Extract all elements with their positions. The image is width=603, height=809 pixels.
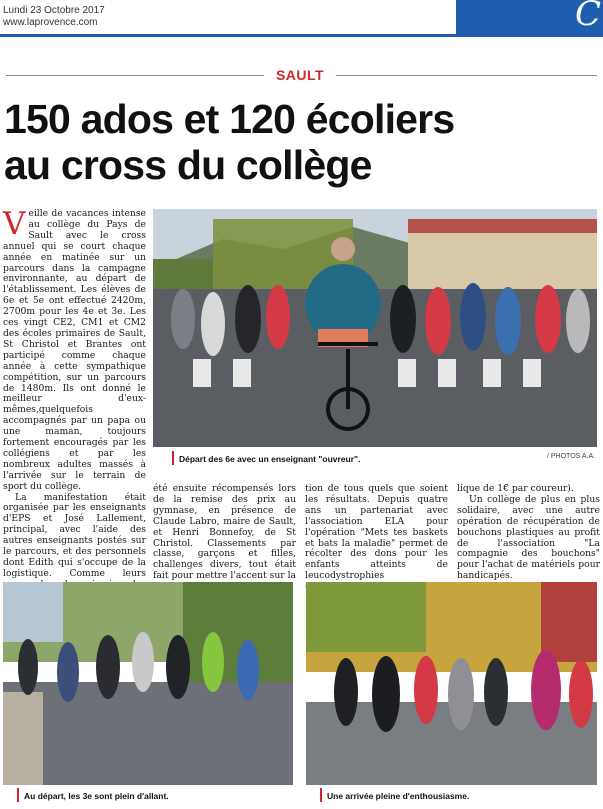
article-column-4 <box>457 484 600 582</box>
headline-line-2: au cross du collège <box>4 142 372 188</box>
article-lead-column <box>3 206 146 623</box>
newspaper-logo <box>456 0 603 37</box>
bottom-left-caption <box>17 788 169 802</box>
bottom-right-caption <box>320 788 469 802</box>
lead-text: eille de vacances intense au collège du Pays de Sault avec le cross annuel qui se court chaque année en matinée sur un parcours dans la campagne environnante, au départ de l'établissement. Les élèves de 6e et 5e ont effectué 2420m, 2700m pour les 4e et 3e. Les ces vingt CE2, CM1 et CM2 des écoles primaires de Sault, St Christol et Brantes ont participé comme chaque année à cette sympathique compétition, sur un parcours de 1480m. Ils ont donné le meilleur d'eux-mêmes,quelquefois accompagnés par un papa ou une maman, toujours fortement encouragés par les collégiens et par les nombreux adultes massés à l'arrivée sur le terrain de sport du collège. <box>3 208 146 492</box>
photo-credit: / PHOTOS A.A. <box>547 453 596 460</box>
lead-paragraph <box>3 206 146 493</box>
headline-line-1: 150 ados et 120 écoliers <box>4 96 455 142</box>
bottom-right-photo-image <box>306 582 597 785</box>
masthead <box>0 0 603 40</box>
column-3-text: tion de tous quels que soient les résultats. Depuis quatre ans un partenariat avec l'association ELA pour l'opération "Mets tes baskets et bats la maladie" permet de récolter des dons pour les enfants atteints de leucodystrophies <box>305 483 448 582</box>
main-photo-caption <box>172 451 360 465</box>
logo-letter: C <box>574 0 601 34</box>
rubric-rule-left <box>6 75 264 76</box>
main-caption-text: Départ des 6e avec un enseignant "ouvreur". <box>179 454 361 464</box>
column-4-text-a: lique de 1€ par coureur). <box>457 483 574 494</box>
caption-marker <box>17 788 19 802</box>
drop-cap: V <box>3 206 26 242</box>
article-headline <box>4 96 599 188</box>
section-label: SAULT <box>275 67 325 83</box>
caption-marker <box>172 451 174 465</box>
article-column-2 <box>153 484 296 593</box>
column-4-text-b: Un collège de plus en plus solidaire, avec une autre opération de récupération de bouchons plastiques au profit de l'association "La compagnie des bouchons" pour l'achat de matériels pour handicapés. <box>457 493 600 582</box>
caption-marker <box>320 788 322 802</box>
section-rubric <box>6 67 597 83</box>
main-photo-image <box>153 209 597 447</box>
rubric-rule-right <box>336 75 597 76</box>
bottom-left-photo <box>3 582 293 785</box>
bottom-left-caption-text: Au départ, les 3e sont plein d'allant. <box>24 791 169 801</box>
column-2-text: été ensuite récompensés lors de la remise des prix au gymnase, en présence de Claude Labro, maire de Sault, et Henri Bonnefoy, de St Christol. Classements par classe, garçons et filles, challenges divers, tout était fait pour mettre l'accent sur la <box>153 483 296 582</box>
bottom-left-photo-image <box>3 582 293 785</box>
article-column-3 <box>305 484 448 593</box>
site-url[interactable]: www.laprovence.com <box>3 17 98 28</box>
bottom-right-caption-text: Une arrivée pleine d'enthousiasme. <box>327 791 470 801</box>
second-paragraph: La manifestation était organisée par les enseignants d'EPS et José Lallement, principal, avec l'aide des autres enseignants postés sur le parcours, et des personnels dont Edith qui s'occupe de la logistique. Comme leurs <box>3 491 146 579</box>
bottom-right-photo <box>306 582 597 785</box>
main-photo <box>153 209 597 447</box>
issue-date: Lundi 23 Octobre 2017 <box>3 5 105 16</box>
